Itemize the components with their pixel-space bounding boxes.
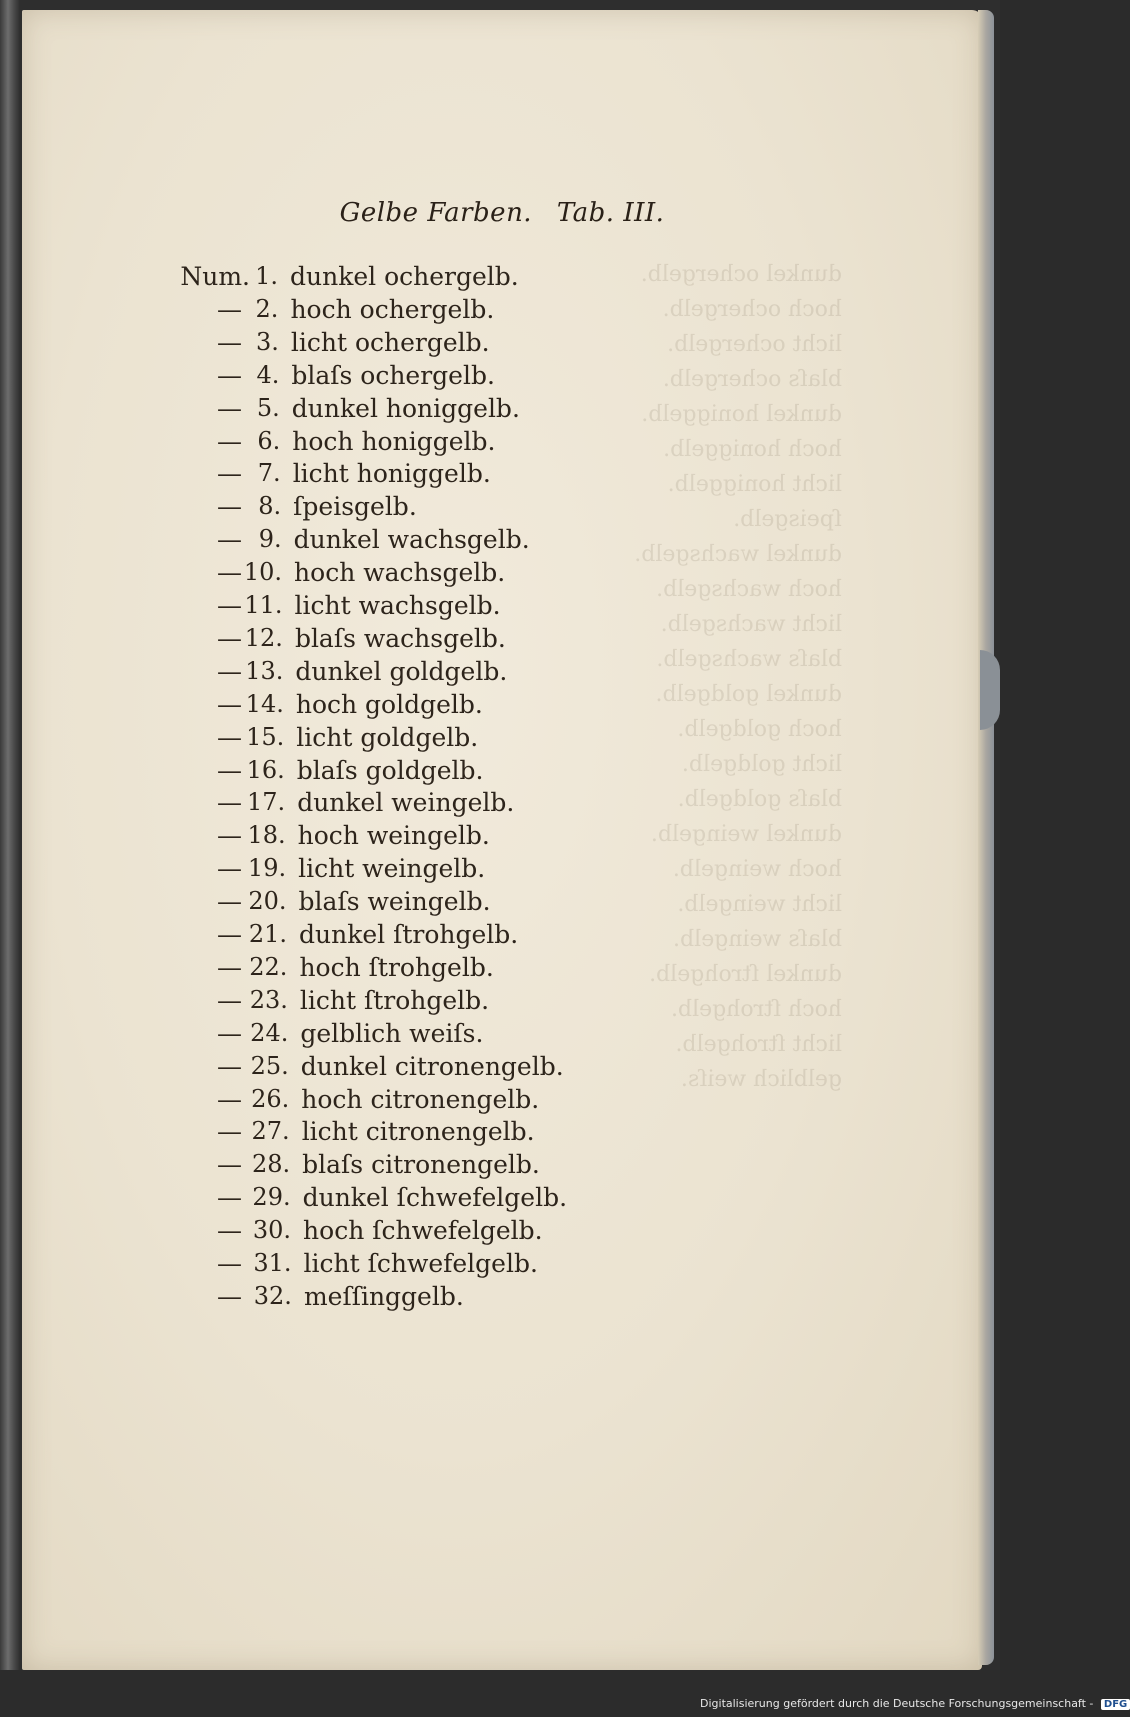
bleed-line: gelblich weiſs. [680, 1067, 842, 1092]
bleed-line: licht honiggelb. [667, 472, 842, 497]
credit-text: Digitalisierung gefördert durch die Deutsche Forschungsgemeinschaft - [700, 1697, 1094, 1710]
entry-color-name: hoch wachsgelb. [294, 558, 506, 588]
list-item [22, 624, 922, 660]
bleed-line: dunkel wachsgelb. [634, 542, 842, 567]
ditto-dash: — [217, 920, 242, 949]
ditto-dash: — [217, 755, 242, 785]
header-table-ref: Tab. III. [556, 198, 665, 228]
list-item [22, 723, 922, 759]
ditto-dash: — [217, 1183, 242, 1213]
entry-color-name: hoch honiggelb. [292, 426, 496, 456]
header-title: Gelbe Farben. [339, 198, 533, 228]
entry-color-name: dunkel wachsgelb. [293, 525, 530, 555]
entry-number: 32. [253, 1281, 292, 1310]
page-edge [978, 10, 994, 1665]
ditto-dash: — [217, 722, 242, 752]
ditto-dash: — [217, 985, 242, 1015]
bleed-line: licht ſtrohgelb. [675, 1032, 842, 1057]
entry-color-name: licht honiggelb. [292, 459, 491, 489]
bleed-line: dunkel weingelb. [650, 822, 842, 847]
ditto-dash: — [217, 426, 242, 456]
entry-number: 11. [244, 591, 283, 619]
entry-color-name: dunkel ſtrohgelb. [299, 920, 519, 949]
digitization-credit [700, 1697, 1130, 1710]
list-item [22, 756, 922, 792]
list-item [22, 262, 922, 298]
entry-color-name: blaſs goldgelb. [296, 755, 484, 785]
entry-color-name: blaſs weingelb. [298, 887, 491, 917]
ditto-dash: — [217, 1018, 242, 1048]
entry-color-name: dunkel weingelb. [297, 788, 515, 818]
entry-number: 20. [248, 887, 287, 916]
entry-color-name: blaſs wachsgelb. [294, 623, 506, 653]
entry-color-name: hoch goldgelb. [295, 689, 483, 719]
bleed-line: hoch wachsgelb. [656, 577, 842, 602]
entry-number: 30. [252, 1216, 292, 1245]
list-item [22, 920, 922, 956]
list-item [22, 558, 922, 594]
bleed-line: blaſs ochergelb. [662, 367, 842, 392]
bleed-line: dunkel goldgelb. [655, 682, 842, 707]
entry-number: 2. [255, 294, 279, 323]
entry-number: 15. [246, 722, 285, 751]
entry-color-name: dunkel goldgelb. [295, 656, 508, 686]
entry-number: 14. [245, 689, 284, 718]
entry-number: 10. [243, 558, 283, 587]
bleed-line: blaſs weingelb. [673, 927, 842, 952]
page-edge-tab [980, 650, 1000, 730]
bleed-line: hoch ſtrohgelb. [670, 997, 842, 1022]
bleed-line: hoch weingelb. [672, 857, 842, 882]
book-page [22, 10, 982, 1670]
bleed-line: dunkel ſtrohgelb. [649, 962, 842, 987]
ditto-dash: — [217, 393, 242, 423]
ditto-dash: — [217, 821, 242, 851]
ditto-dash: — [217, 558, 242, 588]
entry-color-name: licht ochergelb. [290, 327, 490, 357]
ditto-dash: — [217, 294, 242, 324]
entry-number: 12. [244, 623, 283, 652]
entry-number: 6. [257, 426, 281, 455]
entry-number: 8. [258, 492, 282, 521]
ditto-dash: — [217, 952, 242, 982]
list-item [22, 591, 922, 627]
entry-number: 18. [247, 821, 286, 850]
list-item [22, 1183, 922, 1219]
ditto-dash: — [217, 1216, 242, 1246]
list-item [22, 657, 922, 693]
list-item [22, 953, 922, 989]
entry-color-name: blaſs ochergelb. [291, 360, 495, 390]
list-item [22, 295, 922, 331]
ditto-dash: — [217, 1281, 242, 1311]
entry-color-name: blaſs citronengelb. [302, 1150, 540, 1180]
ditto-dash: — [217, 854, 242, 884]
list-item [22, 1282, 922, 1318]
ditto-dash: — [217, 656, 242, 686]
list-item [22, 788, 922, 824]
entry-color-name: gelblich weiſs. [300, 1018, 484, 1048]
bleed-line: dunkel honiggelb. [641, 402, 842, 427]
ditto-dash: — [217, 459, 242, 489]
list-item [22, 1249, 922, 1285]
bleed-line: hoch honiggelb. [663, 437, 842, 462]
entry-number: 4. [256, 360, 280, 389]
list-item [22, 1150, 922, 1186]
entry-color-name: ſpeisgelb. [293, 492, 417, 522]
list-item [22, 887, 922, 923]
entry-number: 24. [250, 1018, 289, 1047]
entry-color-name: dunkel ochergelb. [290, 262, 519, 291]
list-item [22, 1019, 922, 1055]
list-item [22, 1117, 922, 1153]
list-item [22, 525, 922, 561]
list-item [22, 459, 922, 495]
ditto-dash: — [217, 1051, 242, 1081]
ditto-dash: — [217, 887, 242, 917]
ditto-dash: — [217, 1117, 242, 1147]
entry-number: 31. [253, 1249, 292, 1277]
list-item [22, 427, 922, 463]
ditto-dash: — [217, 689, 242, 719]
entry-number: 21. [248, 920, 287, 948]
entry-color-name: licht goldgelb. [296, 722, 479, 752]
list-item [22, 492, 922, 528]
entry-number: 22. [249, 952, 288, 981]
entry-number: 1. [255, 262, 278, 290]
entry-color-name: dunkel ſchwefelgelb. [302, 1183, 568, 1213]
entry-number: 23. [249, 985, 288, 1014]
bleed-line: licht goldgelb. [681, 752, 842, 777]
ditto-dash: — [217, 327, 242, 357]
list-item [22, 690, 922, 726]
ditto-dash: — [217, 788, 242, 818]
entry-color-name: dunkel honiggelb. [291, 393, 520, 423]
entry-number: 27. [251, 1117, 290, 1146]
ditto-dash: — [217, 360, 242, 390]
ditto-dash: — [217, 591, 242, 620]
bleed-line: blaſs goldgelb. [677, 787, 842, 812]
bleed-line: licht weingelb. [677, 892, 842, 917]
list-item [22, 1216, 922, 1252]
entry-number: 16. [246, 755, 285, 784]
entry-number: 26. [251, 1084, 290, 1113]
entry-color-name: licht wachsgelb. [294, 591, 501, 620]
entry-number: 7. [257, 459, 281, 488]
ditto-dash: — [217, 1249, 242, 1278]
entry-color-name: hoch ochergelb. [290, 294, 495, 324]
ditto-dash: — [217, 1150, 242, 1180]
ditto-dash: — [217, 623, 242, 653]
entry-number: 3. [255, 327, 279, 356]
entry-color-name: licht citronengelb. [301, 1117, 535, 1147]
entry-number: 17. [247, 788, 286, 817]
ditto-dash: — [217, 1084, 242, 1114]
bleed-line: licht ochergelb. [667, 332, 842, 357]
entry-color-name: hoch ſtrohgelb. [299, 952, 494, 982]
list-item [22, 394, 922, 430]
bleed-line: hoch ochergelb. [662, 297, 842, 322]
ditto-dash: — [217, 492, 242, 522]
list-item [22, 328, 922, 364]
entry-number: 9. [258, 525, 282, 554]
bleed-line: dunkel ochergelb. [640, 262, 842, 287]
entry-number: 28. [251, 1150, 291, 1179]
list-item [22, 986, 922, 1022]
entry-color-name: hoch ſchwefelgelb. [303, 1216, 543, 1246]
list-prefix: Num. [180, 262, 250, 291]
page-header [22, 198, 982, 228]
list-item [22, 854, 922, 890]
entry-number: 5. [256, 393, 280, 422]
dfg-logo-icon: DFG [1101, 1699, 1130, 1710]
entry-number: 29. [252, 1183, 291, 1212]
list-item [22, 821, 922, 857]
entry-color-name: meſſinggelb. [303, 1281, 464, 1311]
list-item [22, 1085, 922, 1121]
list-item [22, 1052, 922, 1088]
bleed-line: ſpeisgelb. [733, 507, 842, 532]
bleed-line: hoch goldgelb. [677, 717, 842, 742]
list-item [22, 361, 922, 397]
entry-number: 19. [247, 854, 287, 883]
bleed-line: blaſs wachsgelb. [656, 647, 842, 672]
entry-color-name: licht weingelb. [298, 854, 486, 884]
entry-number: 25. [250, 1051, 289, 1080]
entry-color-name: hoch citronengelb. [301, 1084, 540, 1114]
entry-color-name: licht ſchwefelgelb. [303, 1249, 538, 1278]
entry-number: 13. [245, 656, 284, 685]
bleed-line: licht wachsgelb. [660, 612, 842, 637]
entry-color-name: dunkel citronengelb. [300, 1051, 564, 1081]
ditto-dash: — [217, 525, 242, 555]
entry-color-name: licht ſtrohgelb. [299, 985, 490, 1015]
entry-color-name: hoch weingelb. [297, 821, 490, 851]
